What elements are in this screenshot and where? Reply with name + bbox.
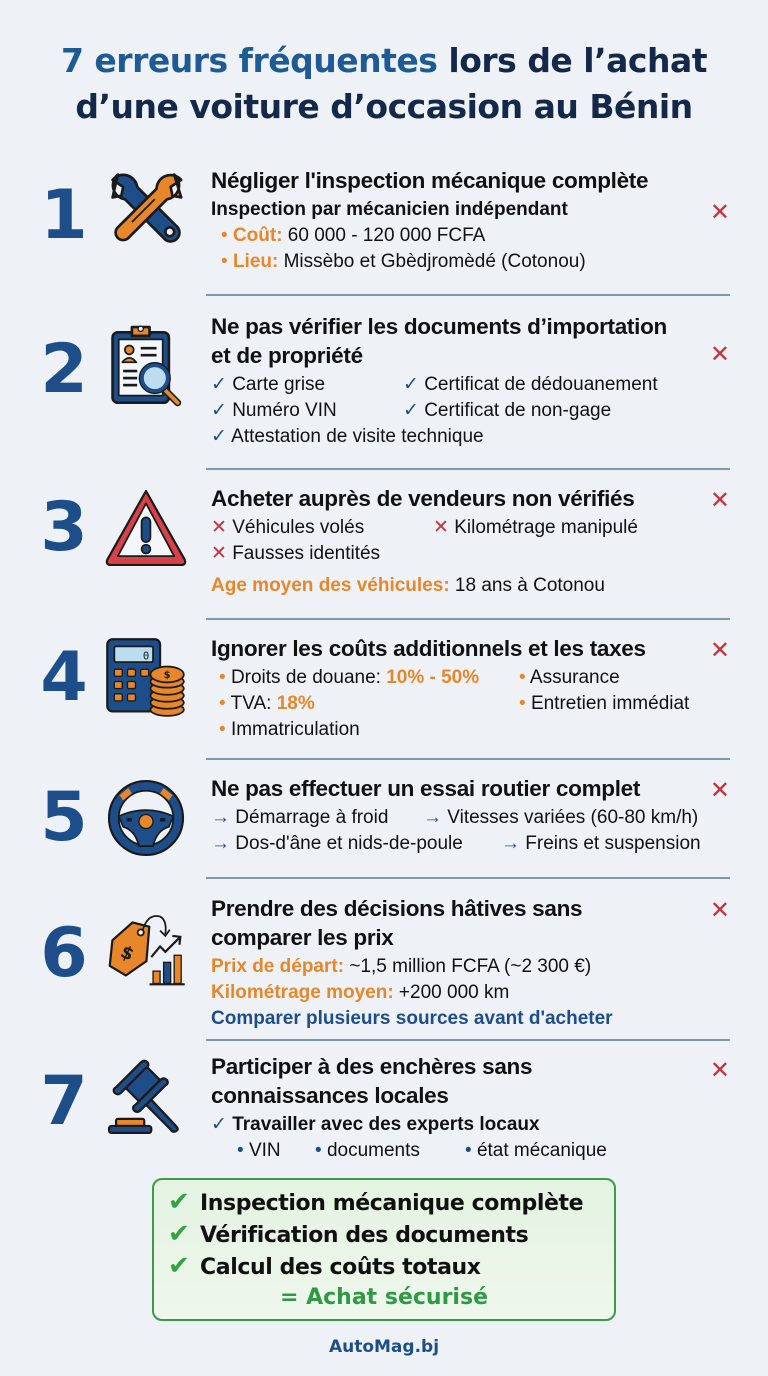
mistake-2 xyxy=(0,300,768,468)
check-icon: ✔ xyxy=(168,1187,190,1217)
expert-advice: ✓ Travailler avec des experts locaux xyxy=(211,1114,540,1135)
error-mark-icon: ✕ xyxy=(709,896,730,924)
error-mark-icon: ✕ xyxy=(709,776,730,804)
mistake-number: 5 xyxy=(40,778,88,857)
error-mark-icon: ✕ xyxy=(709,636,730,664)
price-stat: Prix de départ: ~1,5 million FCFA (~2 300 €) xyxy=(211,956,592,977)
check-icon: ✔ xyxy=(168,1251,190,1281)
mistake-number: 1 xyxy=(40,176,88,255)
bullet-location: • Lieu: Missèbo et Gbèdjromèdé (Cotonou) xyxy=(221,251,586,272)
mistake-heading-line2: connaissances locales xyxy=(211,1083,449,1108)
svg-text:0: 0 xyxy=(142,650,150,663)
divider xyxy=(206,877,730,879)
mistake-7 xyxy=(0,1046,768,1170)
mistake-number: 7 xyxy=(40,1062,88,1141)
mistake-content xyxy=(211,484,731,599)
mistake-heading: Ne pas effectuer un essai routier complet xyxy=(211,776,641,801)
summary-result: = Achat sécurisé xyxy=(280,1285,488,1310)
cost-row: • TVA: 18% • Entretien immédiat xyxy=(219,693,690,714)
mistake-content xyxy=(211,634,731,743)
calculator-coins-icon xyxy=(102,634,190,722)
check-icon: ✔ xyxy=(168,1219,190,1249)
svg-text:$: $ xyxy=(163,670,171,681)
error-mark-icon: ✕ xyxy=(709,486,730,514)
title-rest: lors de l’achat xyxy=(437,41,708,80)
gavel-icon xyxy=(102,1052,190,1140)
vehicle-age-stat: Age moyen des véhicules: 18 ans à Cotonou xyxy=(211,575,605,596)
steering-wheel-icon xyxy=(102,774,190,862)
check-row: ✓ Numéro VIN ✓ Certificat de non-gage xyxy=(211,400,612,421)
bullet-cost: • Coût: 60 000 - 120 000 FCFA xyxy=(221,225,486,246)
mistake-1 xyxy=(0,160,768,295)
mistake-heading-line1: Participer à des enchères sans xyxy=(211,1054,533,1079)
mistake-6 xyxy=(0,884,768,1040)
divider xyxy=(206,758,730,760)
error-mark-icon: ✕ xyxy=(709,198,730,226)
mistake-heading-line1: Ne pas vérifier les documents d’importation xyxy=(211,314,667,339)
clipboard-search-icon xyxy=(102,320,190,408)
svg-text:$: $ xyxy=(117,942,137,966)
mistake-heading-line2: comparer les prix xyxy=(211,925,394,950)
expert-checklist: • VIN • documents • état mécanique xyxy=(237,1140,607,1161)
mistake-5 xyxy=(0,764,768,878)
mistake-number: 6 xyxy=(40,914,88,993)
mistake-number: 4 xyxy=(40,638,88,717)
divider xyxy=(206,468,730,470)
price-tag-chart-icon xyxy=(102,906,190,994)
mileage-stat: Kilométrage moyen: +200 000 km xyxy=(211,982,510,1003)
title-line2: d’une voiture d’occasion au Bénin xyxy=(75,87,693,126)
mistake-4 xyxy=(0,624,768,758)
risk-row: ✕ Fausses identités xyxy=(211,543,381,564)
cost-row: • Droits de douane: 10% - 50% • Assurance xyxy=(219,667,620,688)
mistake-subheading: Inspection par mécanicien indépendant xyxy=(211,199,568,220)
check-row: ✓ Carte grise ✓ Certificat de dédouanement xyxy=(211,374,658,395)
summary-box xyxy=(152,1178,616,1321)
risk-row: ✕ Véhicules volés ✕ Kilométrage manipulé xyxy=(211,517,638,538)
mistake-number: 2 xyxy=(40,330,88,409)
mistake-content xyxy=(211,312,731,450)
brand-footer: AutoMag.bj xyxy=(328,1337,440,1357)
test-row: → Dos-d'âne et nids-de-poule → Freins et suspension xyxy=(211,833,701,854)
divider xyxy=(206,294,730,296)
mistake-content xyxy=(211,774,731,857)
mistake-3 xyxy=(0,474,768,620)
page-title xyxy=(0,38,768,130)
mistake-heading: Négliger l'inspection mécanique complète xyxy=(211,168,649,193)
error-mark-icon: ✕ xyxy=(709,340,730,368)
mistake-content xyxy=(211,894,731,1032)
mistake-heading: Acheter auprès de vendeurs non vérifiés xyxy=(211,486,635,511)
summary-item: ✔ Inspection mécanique complète xyxy=(168,1187,584,1217)
summary-item: ✔ Vérification des documents xyxy=(168,1219,529,1249)
mistake-number: 3 xyxy=(40,488,88,567)
wrench-icon xyxy=(102,164,190,252)
mistake-content xyxy=(211,1052,731,1164)
title-accent: 7 erreurs fréquentes xyxy=(60,41,438,80)
mistake-heading-line2: et de propriété xyxy=(211,343,363,368)
mistake-heading: Ignorer les coûts additionnels et les taxes xyxy=(211,636,646,661)
divider xyxy=(206,1039,730,1041)
check-row: ✓ Attestation de visite technique xyxy=(211,426,484,447)
mistake-heading-line1: Prendre des décisions hâtives sans xyxy=(211,896,583,921)
test-row: → Démarrage à froid → Vitesses variées (60-80 km/h) xyxy=(211,807,699,828)
compare-advice: Comparer plusieurs sources avant d'acheter xyxy=(211,1008,613,1029)
cost-row: • Immatriculation xyxy=(219,719,360,740)
mistake-content xyxy=(211,166,731,275)
error-mark-icon: ✕ xyxy=(709,1056,730,1084)
divider xyxy=(206,618,730,620)
summary-item: ✔ Calcul des coûts totaux xyxy=(168,1251,481,1281)
warning-icon xyxy=(102,484,190,572)
